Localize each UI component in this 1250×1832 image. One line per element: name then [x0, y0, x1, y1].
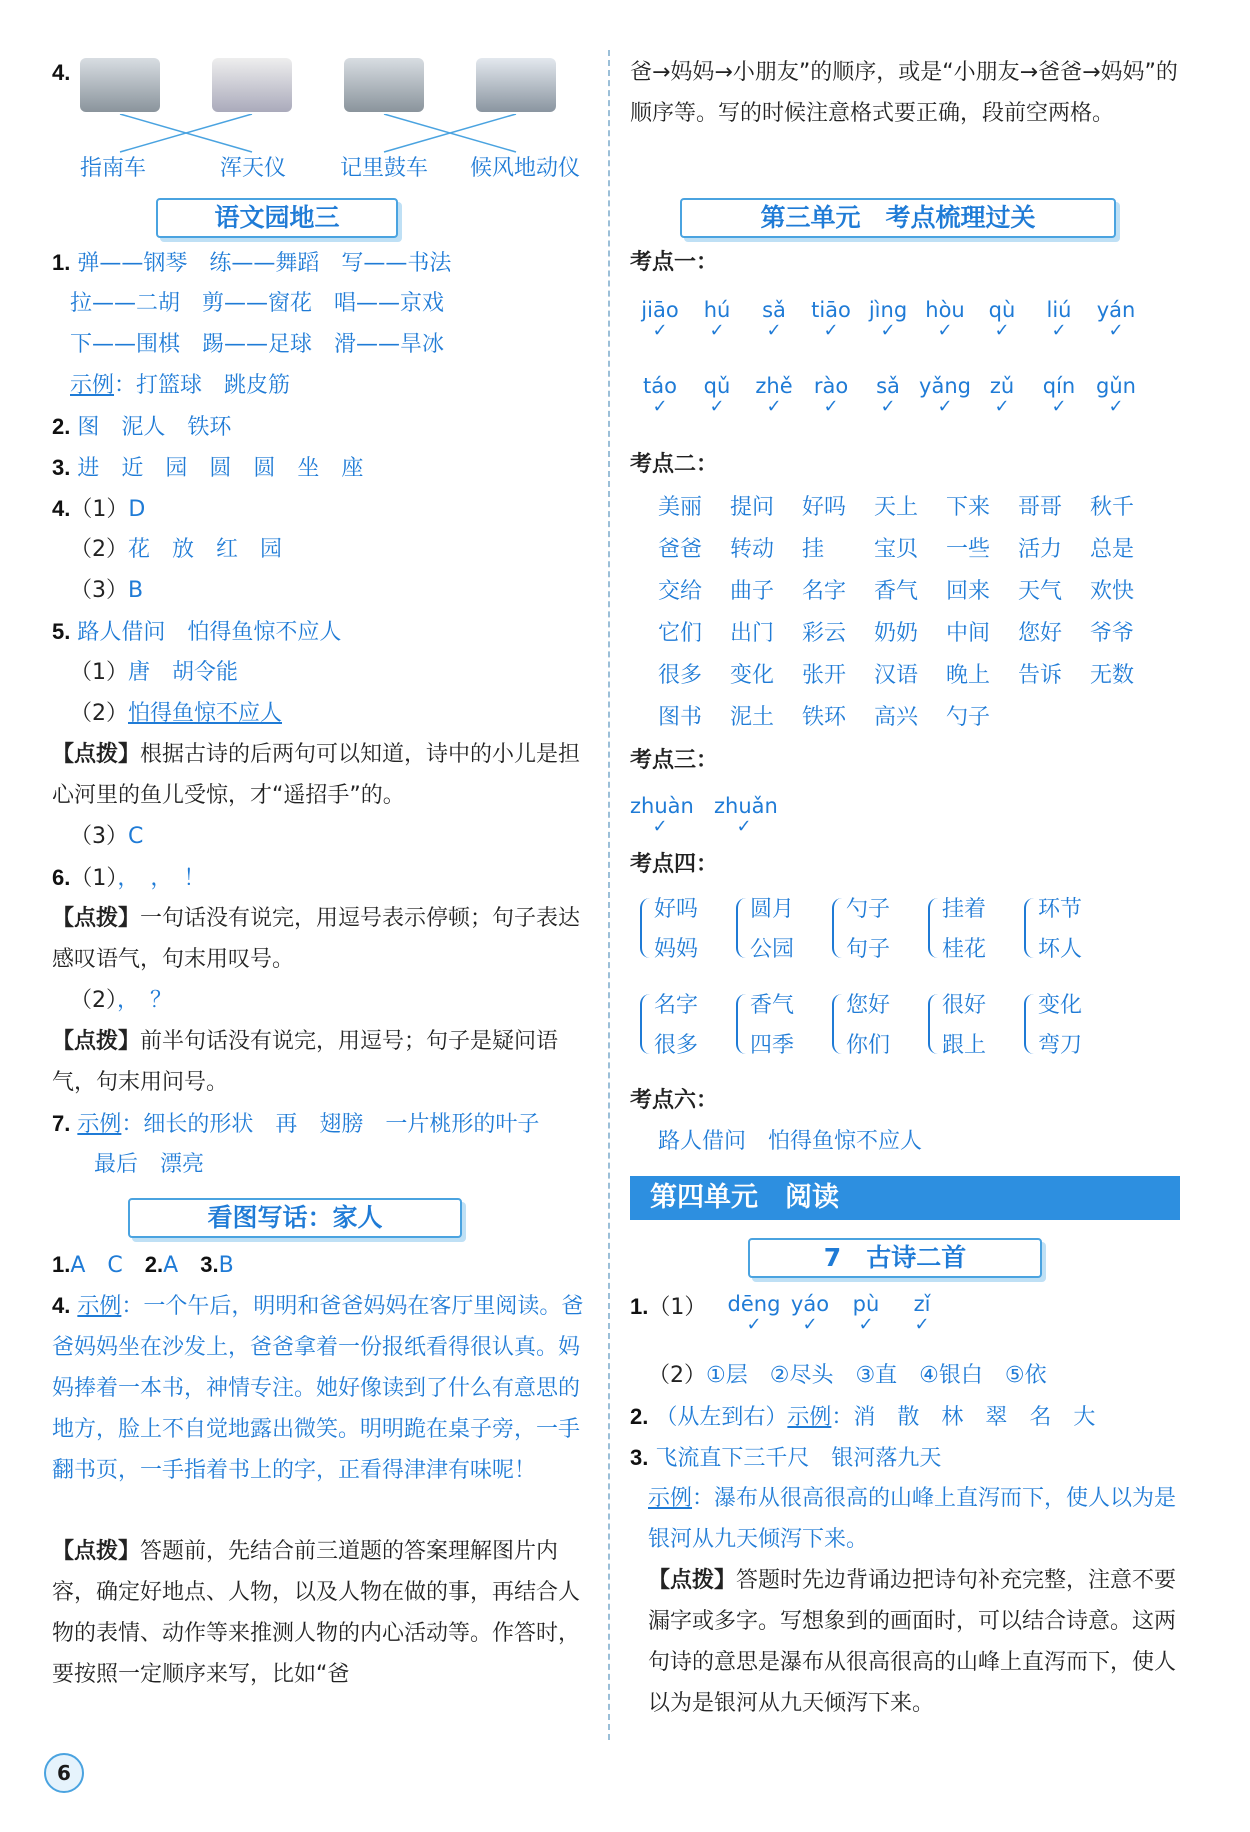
check-mark-icon: ✓	[709, 320, 725, 341]
r1-pinyin	[724, 1292, 1024, 1342]
pinyin-answer	[858, 298, 918, 340]
kaodian-6: 考点六：	[630, 1088, 719, 1113]
check-mark-icon: ✓	[746, 1314, 762, 1335]
pinyin-answer	[836, 1292, 896, 1334]
pinyin-text: qù	[988, 298, 1016, 322]
q4-number: 4.	[52, 60, 71, 85]
word-answer: 勺子	[946, 705, 991, 730]
word-pair-item: 变化	[1038, 993, 1083, 1018]
word-answer: 铁环	[802, 705, 847, 730]
check-mark-icon: ✓	[1051, 396, 1067, 417]
check-mark-icon: ✓	[823, 320, 839, 341]
brace-icon	[640, 898, 650, 958]
word-answer: 香气	[874, 579, 919, 604]
word-pair-item: 妈妈	[654, 937, 699, 962]
word-answer: 变化	[730, 663, 775, 688]
match-label-4: 候风地动仪	[470, 156, 581, 181]
word-answer: 晚上	[946, 663, 991, 688]
word-answer: 彩云	[802, 621, 847, 646]
pinyin-text: zhuǎn	[714, 794, 778, 818]
pinyin-text: qín	[1042, 374, 1076, 398]
pinyin-answer	[714, 794, 778, 837]
word-answer: 泥土	[730, 705, 775, 730]
pinyin-text: zhě	[755, 374, 793, 398]
pinyin-text: dēng	[727, 1292, 781, 1316]
word-answer: 回来	[946, 579, 991, 604]
word-pair-item: 挂着	[942, 897, 987, 922]
kaodian-4: 考点四：	[630, 852, 719, 877]
kaodian-1: 考点一：	[630, 250, 719, 275]
word-answer: 奶奶	[874, 621, 919, 646]
word-answer: 高兴	[874, 705, 919, 730]
pinyin-answer	[1086, 374, 1146, 416]
q2: 2. 图 泥人 铁环	[52, 414, 232, 440]
kaodian-2: 考点二：	[630, 452, 719, 477]
check-mark-icon: ✓	[937, 320, 953, 341]
word-answer: 爷爷	[1090, 621, 1135, 646]
pinyin-answer	[630, 794, 694, 837]
word-answer: 您好	[1018, 621, 1063, 646]
word-answer: 中间	[946, 621, 991, 646]
q6-tip2: 【点拨】前半句话没有说完，用逗号；句子是疑问语气，句末用问号。	[52, 1029, 559, 1095]
word-answer: 好吗	[802, 495, 847, 520]
word-pair-item: 弯刀	[1038, 1033, 1083, 1058]
pinyin-answer	[972, 298, 1032, 340]
q1-example: 示例：打篮球 跳皮筋	[70, 373, 291, 398]
q4b-p1: 4.（1）D	[52, 496, 146, 522]
pinyin-text: qǔ	[703, 374, 731, 398]
word-answer: 欢快	[1090, 579, 1135, 604]
word-answer: 汉语	[874, 663, 919, 688]
word-pair-item: 香气	[750, 993, 795, 1018]
brace-icon	[928, 898, 938, 958]
pinyin-answer	[724, 1292, 784, 1334]
word-answer: 活力	[1018, 537, 1063, 562]
drum-cart-image	[476, 58, 556, 112]
pinyin-answer	[687, 374, 747, 416]
r1-p1: 1.（1）	[630, 1294, 707, 1320]
pinyin-text: yán	[1096, 298, 1136, 322]
r2: 2. （从左到右）示例：消 散 林 翠 名 大	[630, 1404, 1096, 1430]
check-mark-icon: ✓	[823, 396, 839, 417]
w-q4: 4. 示例：一个午后，明明和爸爸妈妈在客厅里阅读。爸爸妈妈坐在沙发上，爸爸拿着一份报纸看得很认真。妈妈捧着一本书，神情专注。她好像读到了什么有意思的地方，脸上不自觉地露出微笑。明明跪在桌子旁，一手翻书页，一手指着书上的字，正看得津津有味呢！	[52, 1293, 584, 1483]
match-label-2: 浑天仪	[220, 156, 287, 181]
pinyin-answer	[915, 374, 975, 416]
r3-example: 示例：瀑布从很高很高的山峰上直泻而下，使人以为是银河从九天倾泻下来。	[648, 1486, 1177, 1552]
word-answer: 宝贝	[874, 537, 919, 562]
pinyin-answer	[780, 1292, 840, 1334]
r3-line1: 3. 飞流直下三千尺 银河落九天	[630, 1445, 942, 1471]
check-mark-icon: ✓	[652, 396, 668, 417]
word-pair-item: 您好	[846, 993, 891, 1018]
check-mark-icon: ✓	[736, 816, 752, 837]
pinyin-text: zhuàn	[630, 794, 694, 818]
column-divider	[608, 50, 610, 1740]
word-pair-item: 公园	[750, 937, 795, 962]
word-pair-item: 坏人	[1038, 937, 1083, 962]
kaodian6-answer: 路人借问 怕得鱼惊不应人	[658, 1129, 923, 1154]
q6-p2: （2）， ？	[70, 988, 173, 1013]
pinyin-text: hú	[703, 298, 731, 322]
r1-p2: （2）①层 ②尽头 ③直 ④银白 ⑤依	[648, 1363, 1047, 1388]
word-pair-item: 很多	[654, 1033, 699, 1058]
pinyin-text: yǎng	[919, 374, 971, 398]
pinyin-answer	[1029, 374, 1089, 416]
pinyin-answer	[801, 374, 861, 416]
pinyin-text: liú	[1046, 298, 1072, 322]
word-answer: 挂	[802, 537, 825, 562]
word-answer: 名字	[802, 579, 847, 604]
word-answer: 爸爸	[658, 537, 703, 562]
check-mark-icon: ✓	[858, 1314, 874, 1335]
pinyin-text: jiāo	[641, 298, 679, 322]
word-answer: 天上	[874, 495, 919, 520]
word-answer: 哥哥	[1018, 495, 1063, 520]
q3: 3. 进 近 园 圆 圆 坐 座	[52, 455, 364, 481]
word-pair-item: 你们	[846, 1033, 891, 1058]
word-pair-item: 圆月	[750, 897, 795, 922]
q1-line2: 拉——二胡 剪——窗花 唱——京戏	[70, 291, 445, 316]
word-answer: 它们	[658, 621, 703, 646]
check-mark-icon: ✓	[994, 396, 1010, 417]
q5: 5. 路人借问 怕得鱼惊不应人	[52, 619, 342, 645]
word-answer: 出门	[730, 621, 775, 646]
word-answer: 一些	[946, 537, 991, 562]
pinyin-answer	[892, 1292, 952, 1334]
r3-tip: 【点拨】答题时先边背诵边把诗句补充完整，注意不要漏字或多字。写想象到的画面时，可以结合诗意。这两句诗的意思是瀑布从很高很高的山峰上直泻而下，使人以为是银河从九天倾泻下来。	[648, 1568, 1177, 1716]
pinyin-text: yáo	[790, 1292, 830, 1316]
word-answer: 秋千	[1090, 495, 1135, 520]
check-mark-icon: ✓	[802, 1314, 818, 1335]
page-number: 6	[44, 1753, 84, 1793]
unit4-banner: 第四单元 阅读	[630, 1176, 1180, 1220]
pinyin-text: gǔn	[1096, 374, 1136, 398]
q4b-p3: （3）B	[70, 578, 144, 603]
pinyin-answer	[744, 298, 804, 340]
kaodian1-row2	[630, 374, 1190, 424]
word-answer: 交给	[658, 579, 703, 604]
brace-icon	[832, 898, 842, 958]
pinyin-text: sǎ	[762, 298, 786, 322]
section-title-writing: 看图写话：家人	[128, 1198, 462, 1238]
pinyin-answer	[858, 374, 918, 416]
word-pair-item: 名字	[654, 993, 699, 1018]
section-title-yuwen: 语文园地三	[156, 198, 398, 238]
kaodian3-row	[630, 794, 930, 844]
word-answer: 告诉	[1018, 663, 1063, 688]
word-answer: 曲子	[730, 579, 775, 604]
check-mark-icon: ✓	[937, 396, 953, 417]
q6-tip1: 【点拨】一句话没有说完，用逗号表示停顿；句子表达感叹语气，句末用叹号。	[52, 906, 581, 972]
kaodian4-grid	[640, 892, 1180, 1082]
word-pair-item: 四季	[750, 1033, 795, 1058]
compass-cart-image	[80, 58, 160, 112]
word-answer: 张开	[802, 663, 847, 688]
w-tip: 【点拨】答题前，先结合前三道题的答案理解图片内容，确定好地点、人物，以及人物在做的事，再结合人物的表情、动作等来推测人物的内心活动等。作答时，要按照一定顺序来写，比如“爸	[52, 1539, 581, 1687]
word-pair-item: 好吗	[654, 897, 699, 922]
word-answer: 总是	[1090, 537, 1135, 562]
check-mark-icon: ✓	[709, 396, 725, 417]
check-mark-icon: ✓	[1051, 320, 1067, 341]
word-answer: 提问	[730, 495, 775, 520]
q7-line1: 7. 示例：细长的形状 再 翅膀 一片桃形的叶子	[52, 1111, 540, 1137]
brace-icon	[640, 994, 650, 1054]
q5-p3: （3）C	[70, 824, 144, 849]
check-mark-icon: ✓	[652, 816, 668, 837]
brace-icon	[736, 994, 746, 1054]
brace-icon	[736, 898, 746, 958]
match-label-1: 指南车	[80, 156, 147, 181]
pinyin-text: jìng	[868, 298, 908, 322]
pinyin-answer	[744, 374, 804, 416]
word-answer: 无数	[1090, 663, 1135, 688]
continued-text: 爸→妈妈→小朋友”的顺序，或是“小朋友→爸爸→妈妈”的顺序等。写的时候注意格式要正确，段前空两格。	[630, 60, 1178, 126]
q1-line3: 下——围棋 踢——足球 滑——旱冰	[70, 332, 445, 357]
word-answer: 转动	[730, 537, 775, 562]
q1-line1: 1. 弹——钢琴 练——舞蹈 写——书法	[52, 250, 452, 276]
q5-tip: 【点拨】根据古诗的后两句可以知道，诗中的小儿是担心河里的鱼儿受惊，才“遥招手”的。	[52, 742, 581, 808]
matching-lines	[52, 114, 592, 154]
pinyin-text: zǔ	[989, 374, 1015, 398]
pinyin-answer	[1086, 298, 1146, 340]
kaodian-3: 考点三：	[630, 748, 719, 773]
pinyin-text: sǎ	[876, 374, 900, 398]
q4b-p2: （2）花 放 红 园	[70, 537, 283, 562]
check-mark-icon: ✓	[652, 320, 668, 341]
seismograph-image	[344, 58, 424, 112]
word-answer: 美丽	[658, 495, 703, 520]
check-mark-icon: ✓	[766, 396, 782, 417]
check-mark-icon: ✓	[1108, 396, 1124, 417]
word-answer: 很多	[658, 663, 703, 688]
pinyin-text: táo	[643, 374, 677, 398]
brace-icon	[928, 994, 938, 1054]
pinyin-answer	[630, 374, 690, 416]
word-pair-item: 跟上	[942, 1033, 987, 1058]
word-pair-item: 桂花	[942, 937, 987, 962]
w-q1-3: 1.A C 2.A 3.B	[52, 1252, 234, 1278]
pinyin-text: tiāo	[811, 298, 851, 322]
pinyin-text: zǐ	[913, 1292, 931, 1316]
word-answer: 下来	[946, 495, 991, 520]
check-mark-icon: ✓	[880, 396, 896, 417]
pinyin-answer	[972, 374, 1032, 416]
match-label-3: 记里鼓车	[340, 156, 429, 181]
pinyin-answer	[1029, 298, 1089, 340]
section-title-poems: 7 古诗二首	[748, 1238, 1042, 1278]
pinyin-answer	[687, 298, 747, 340]
brace-icon	[832, 994, 842, 1054]
section-title-unit3: 第三单元 考点梳理过关	[680, 198, 1116, 238]
brace-icon	[1024, 898, 1034, 958]
q5-p2: （2）怕得鱼惊不应人	[70, 701, 283, 726]
check-mark-icon: ✓	[1108, 320, 1124, 341]
word-answer: 天气	[1018, 579, 1063, 604]
q6-p1: 6.（1）， ， ！	[52, 865, 206, 891]
check-mark-icon: ✓	[880, 320, 896, 341]
word-answer: 图书	[658, 705, 703, 730]
pinyin-text: rào	[813, 374, 849, 398]
check-mark-icon: ✓	[766, 320, 782, 341]
kaodian1-row1	[630, 298, 1190, 348]
pinyin-answer	[630, 298, 690, 340]
pinyin-answer	[915, 298, 975, 340]
check-mark-icon: ✓	[994, 320, 1010, 341]
word-pair-item: 很好	[942, 993, 987, 1018]
word-pair-item: 勺子	[846, 897, 891, 922]
check-mark-icon: ✓	[914, 1314, 930, 1335]
pinyin-text: pù	[852, 1292, 880, 1316]
word-pair-item: 环节	[1038, 897, 1083, 922]
pinyin-text: hòu	[925, 298, 965, 322]
q7-line2: 最后 漂亮	[94, 1152, 205, 1177]
q5-p1: （1）唐 胡令能	[70, 660, 239, 685]
armillary-image	[212, 58, 292, 112]
word-pair-item: 句子	[846, 937, 891, 962]
brace-icon	[1024, 994, 1034, 1054]
pinyin-answer	[801, 298, 861, 340]
